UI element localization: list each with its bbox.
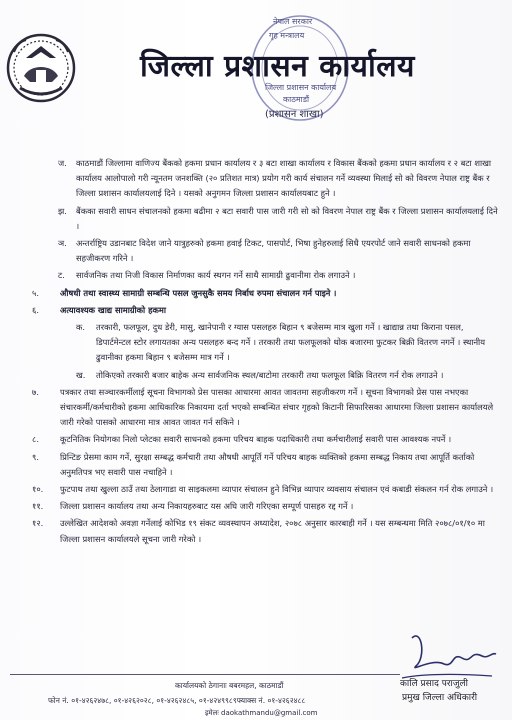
footer-divider xyxy=(10,674,400,675)
item-text: तरकारी, फलफूल, दुध डेरी, मासु, खानेपानी र ग्यास पसलहरु बिहान ९ बजेसम्म मात्र खुला गर्ने । खाद्यान्न तथा किराना पसल, डिपार्टमेन्टल स्टोर लगायतका अन्य पसलहरु बन्द गर्ने । तरकारी तथा फलफूलको थोक बजारमा फुटकर बिक्री वितरण नगर्ने । स्थानीय ढुवानीका हकमा बिहान ९ बजेसम्म मात्र गर्ने । xyxy=(96,322,486,363)
signatory-title: प्रमुख जिल्ला अधिकारी xyxy=(402,693,478,703)
item-number: ११. xyxy=(32,501,44,512)
item-text: औषधी तथा स्वास्थ्य सामाग्री सम्बन्धि पसल जुनसुकै समय निर्बाध रुपमा संचालन गर्न पाइने । xyxy=(60,287,337,298)
item-text: जिल्ला प्रशासन कार्यालय तथा अन्य निकायहरुबाट यस अघि जारी गरिएका सम्पूर्ण पासहरु रद्द गर्ने । xyxy=(60,501,354,512)
notice-item xyxy=(30,499,498,514)
notice-item xyxy=(30,368,498,383)
item-number: ९. xyxy=(32,451,39,462)
item-number: ८. xyxy=(32,434,39,445)
stamp-line-2: गृह मन्त्रालय xyxy=(269,31,305,40)
item-number: १२. xyxy=(32,518,44,529)
notice-body xyxy=(30,156,498,549)
item-text: अन्तर्राष्ट्रिय उडानबाट विदेश जाने यात्रुहरुको हकमा हवाई टिकट, पासपोर्ट, भिषा हुनेहरुलाई सिधै एयरपोर्ट जाने सवारी साधनको हकमा सहजीकरण गरिने । xyxy=(76,238,471,264)
item-number: ज. xyxy=(58,158,67,168)
item-text: उल्लेखित आदेशको अवज्ञा गर्नेलाई कोभिड १९ संकट व्यवस्थापन अध्यादेश, २०७८ अनुसार कारबाही गर्ने । यस सम्बन्धमा मिति २०७८/०१/१० मा जिल्ला प्रशासन कार्यालयले सूचना जारी गरेको । xyxy=(60,518,485,544)
notice-item xyxy=(30,482,498,497)
stamp-line-4: काठमाडौं xyxy=(283,95,310,104)
notice-item xyxy=(30,320,498,366)
office-title: जिल्ला प्रशासन कार्यालय xyxy=(140,49,415,84)
item-text: काठमाडौं जिल्लामा वाणिज्य बैंकको हकमा प्रधान कार्यालय र ३ बटा शाखा कार्यालय र विकास बैंकको हकमा प्रधान कार्यालय र २ बटा शाखा कार्यालय आलोपालो गरी न्यूनतम जनशक्ति (२० प्रतिशत मात्र) प्रयोग गरी कार्य संचालन गर्ने व्यवस्था मिलाई सो को विवरण नेपाल राष्ट्र बैंक र जिल्ला प्रशासन कार्यालयलाई दिने । यसको अनुगमन जिल्ला प्रशासन कार्यालयबाट हुने । xyxy=(76,158,492,199)
item-text: कूटनितिक नियोगका निलो प्लेटका सवारी साधनको हकमा परिचय बाहक पदाधिकारी तथा कर्मचारीलाई सवारी पास आवश्यक नपर्ने । xyxy=(60,434,452,445)
item-text: बैंकका सवारी साधन संचालनको हकमा बढीमा २ बटा सवारी पास जारी गरी सो को विवरण नेपाल राष्ट्र बैंक र जिल्ला प्रशासन कार्यालयलाई दिने । xyxy=(76,205,498,231)
item-number: झ. xyxy=(58,205,67,216)
item-text: फुटपाथ तथा खुल्ला ठाउँ तथा ठेलागाडा वा साइकलमा व्यापार संचालन हुने विभिन्न व्यापार व्यवसाय संचालन एवं कबाडी संकलन गर्न रोक लगाउने । xyxy=(60,484,494,495)
item-number: ६. xyxy=(32,304,39,315)
footer-phone: फोन नं. ०१-४२६२४७८, ०१-४२६२०२८, ०१-४२६२४८५, ०१-४२४९९८९फ्याक्स नं. ०१-४२६२४८८ xyxy=(48,696,306,705)
notice-item xyxy=(30,236,498,266)
item-number: ख. xyxy=(76,369,86,380)
notice-item xyxy=(30,516,498,546)
stamp-line-1: नेपाल सरकार xyxy=(273,17,313,26)
footer-address: कार्यालयको ठेगानाः बबरमहल, काठमाडौं xyxy=(175,681,284,690)
government-emblem-icon xyxy=(6,28,76,108)
notice-item xyxy=(30,156,498,202)
notice-item xyxy=(30,204,498,234)
footer-email: इमेलः daokathmandu@gmail.com xyxy=(205,709,318,717)
item-number: ट. xyxy=(58,270,65,281)
signatory-name: कालि प्रसाद पराजुली xyxy=(400,679,468,689)
stamp-line-3: जिल्ला प्रशासन कार्यालय xyxy=(265,83,337,92)
office-section: (प्रशासन शाखा) xyxy=(265,109,324,120)
item-text: सार्वजनिक तथा निजी विकास निर्माणका कार्य स्थगन गर्ने साथै सामाग्री ढुवानीमा रोक लगाउने । xyxy=(76,270,356,281)
item-number: ७. xyxy=(32,386,39,397)
notice-item xyxy=(30,303,498,318)
notice-item xyxy=(30,432,498,447)
item-text: तोकिएको तरकारी बजार बाहेक अन्य सार्वजनिक स्थल/बाटोमा तरकारी तथा फलफूल बिक्रि वितरण गर्न रोक लगाउने । xyxy=(96,369,444,380)
item-number: १०. xyxy=(32,484,44,495)
notice-item xyxy=(30,286,498,301)
item-number: ञ. xyxy=(58,238,67,249)
item-text: पत्रकार तथा सञ्चारकर्मीलाई सूचना विभागको प्रेस पासका आधारमा आवत जावतमा सहजीकरण गर्ने । सूचना विभागको प्रेस पास नभएका संचारकर्मी/कर्मचारीको हकमा आधिकारिक निकायमा दर्ता भएको सम्बन्धित संचार गृहको किटानी सिफारिसका आधारमा जिल्ला प्रशासन कार्यालयले जारी गरेको पासको आधारमा मात्र आवत जावत गर्न सकिने । xyxy=(60,386,494,428)
notice-item xyxy=(30,450,498,480)
notice-item xyxy=(30,385,498,431)
item-number: ५. xyxy=(32,287,39,298)
notice-item xyxy=(30,268,498,283)
item-text: अत्यावश्यक खाद्य सामाग्रीको हकमा xyxy=(60,304,166,315)
item-number: क. xyxy=(76,322,86,333)
item-text: प्रिन्टिङ प्रेसमा काम गर्ने, सुरक्षा सम्बद्ध कर्मचारी तथा औषधी आपूर्ति गर्ने परिचय बाहक व्यक्तिको हकमा सम्बद्ध निकाय तथा आपूर्ति कर्ताको अनुमतिपत्र भए सवारी पास नचाहिने । xyxy=(60,451,475,477)
